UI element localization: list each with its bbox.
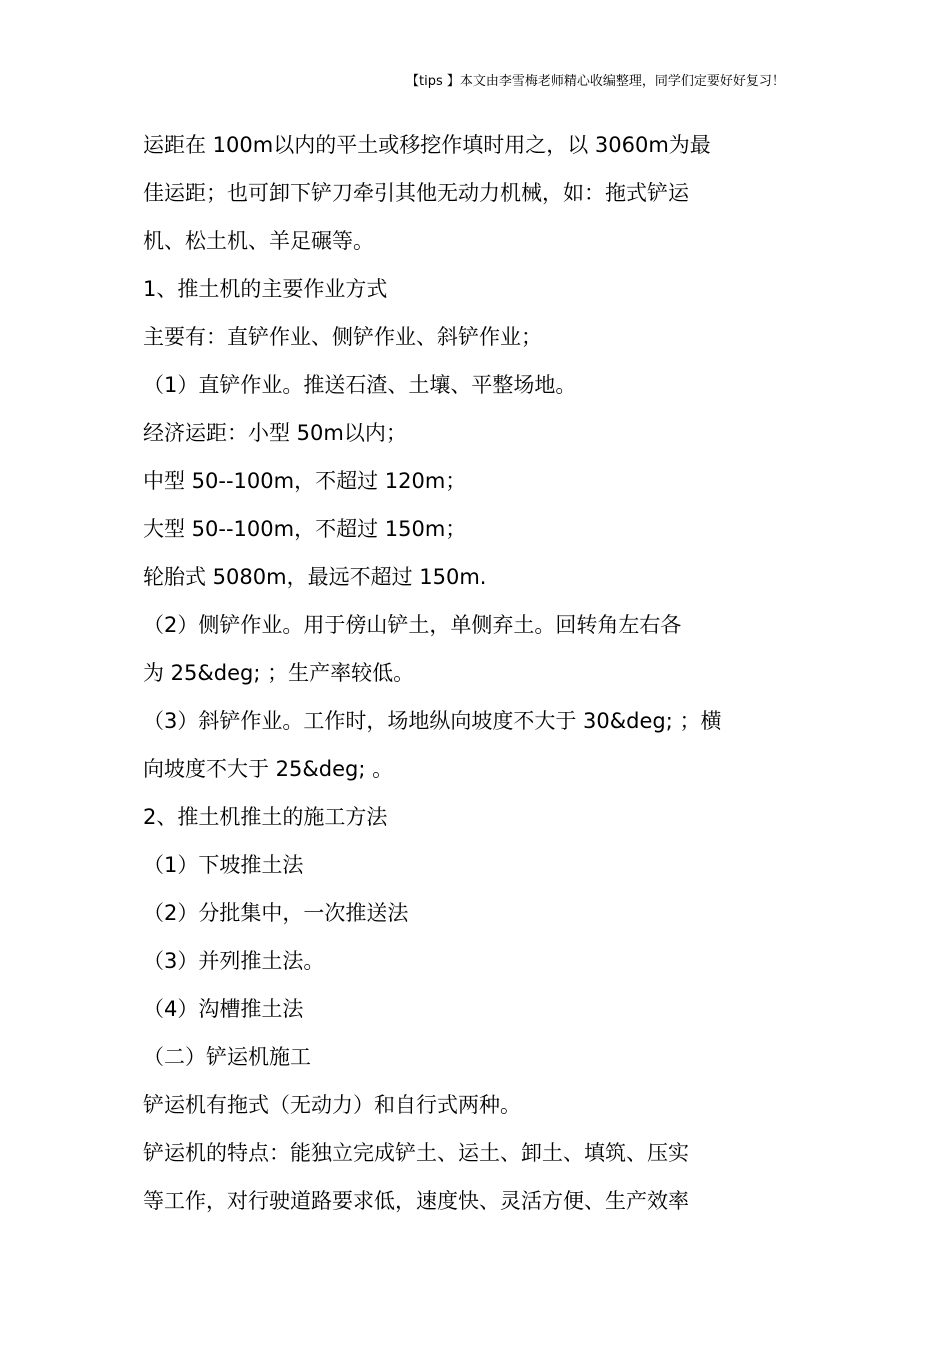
text-line: 机、松土机、羊足碾等。 — [143, 229, 374, 253]
list-item: （4）沟槽推土法 — [143, 997, 304, 1021]
text-line: 向坡度不大于 25&deg; 。 — [143, 757, 394, 781]
text-line: 铲运机有拖式（无动力）和自行式两种。 — [143, 1093, 521, 1117]
text-line: （2）侧铲作业。用于傍山铲土，单侧弃土。回转角左右各 — [143, 613, 682, 637]
section-heading: （二）铲运机施工 — [143, 1045, 311, 1069]
list-item: （1）下坡推土法 — [143, 853, 304, 877]
section-heading: 1、推土机的主要作业方式 — [143, 277, 388, 301]
text-line: 佳运距；也可卸下铲刀牵引其他无动力机械，如：拖式铲运 — [143, 181, 689, 205]
text-line: 轮胎式 5080m，最远不超过 150m. — [143, 565, 487, 589]
text-line: 主要有：直铲作业、侧铲作业、斜铲作业； — [143, 325, 542, 349]
text-line: 中型 50--100m，不超过 120m； — [143, 469, 467, 493]
text-line: （1）直铲作业。推送石渣、土壤、平整场地。 — [143, 373, 577, 397]
text-line: 铲运机的特点：能独立完成铲土、运土、卸土、填筑、压实 — [143, 1141, 689, 1165]
text-line: 经济运距：小型 50m以内； — [143, 421, 407, 445]
header-tip: 【tips 】本文由李雪梅老师精心收编整理，同学们定要好好复习！ — [406, 74, 785, 89]
list-item: （3）并列推土法。 — [143, 949, 325, 973]
text-line: 大型 50--100m，不超过 150m； — [143, 517, 467, 541]
text-line: 运距在 100m以内的平土或移挖作填时用之，以 3060m为最 — [143, 133, 711, 157]
text-line: （3）斜铲作业。工作时，场地纵向坡度不大于 30&deg; ；横 — [143, 709, 722, 733]
text-line: 等工作，对行驶道路要求低，速度快、灵活方便、生产效率 — [143, 1189, 689, 1213]
list-item: （2）分批集中，一次推送法 — [143, 901, 409, 925]
text-line: 为 25&deg; ；生产率较低。 — [143, 661, 415, 685]
section-heading: 2、推土机推土的施工方法 — [143, 805, 388, 829]
